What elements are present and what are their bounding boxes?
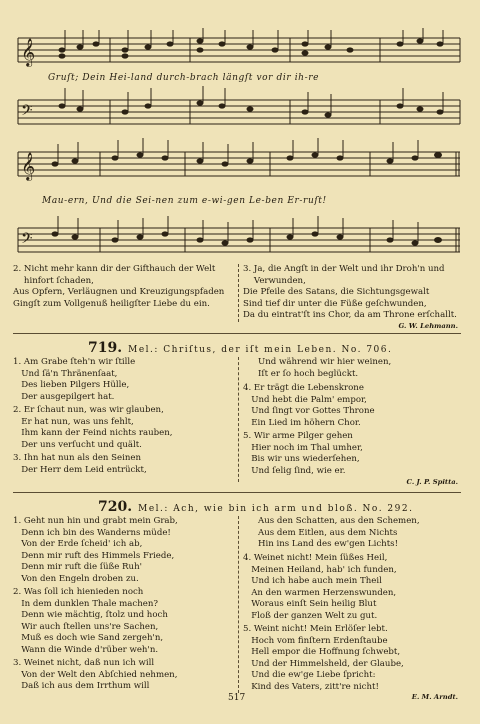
page-number: 517 — [228, 693, 246, 703]
hymn-719-verse-3-cont: Und während wir hier weinen, Iſt er ſo hoch beglückt. — [258, 357, 392, 379]
prev-hymn-verse-3: 3. Ja, die Angſt in der Welt und ihr Droh'n und Verwunden, Die Pfeile des Satans, die Sichtungsgewalt Sind tief dir unter die Füße geſchwunden, Da du eintrat'ſt ins Chor, da am Throne erſchallt. — [243, 264, 457, 320]
hymn-719-verse-2: 2. Er ſchaut nun, was wir glauben, Er hat nun, was uns fehlt, Ihm kann der Feind nichts rauben, Der uns verſucht und quält. — [13, 405, 173, 450]
lyrics-line-1: Gruſt; Dein Hei-land durch-brach längſt vor dir ih-re — [48, 73, 320, 83]
svg-text:𝄢: 𝄢 — [21, 102, 33, 123]
svg-text:𝄞: 𝄞 — [21, 38, 36, 66]
hymn-720-number: 720. — [98, 499, 133, 515]
hymn-720-verse-3-cont: Aus den Schatten, aus den Schemen, Aus dem Eitlen, aus dem Nichts Hin ins Land des ew'gen Lichts! — [258, 516, 420, 549]
hymn-720-verse-4: 4. Weinet nicht! Mein ſüßes Heil, Meinen Heiland, hab' ich funden, Und ich habe auch mein Theil An den warmen Herzenswunden, Woraus einſt Sein heilig Blut Floß der ganzen Welt zu gut. — [243, 553, 397, 621]
hymn-719-verse-4: 4. Er trägt die Lebenskrone Und hebt die Palm' empor, Und ſingt vor Gottes Throne Ein Lied im höhern Chor. — [243, 383, 375, 428]
music-staff-system-4 — [0, 210, 480, 260]
hymn-720-verse-2: 2. Was ſoll ich hienieden noch In dem dunklen Thale machen? Denn wie mächtig, ſtolz und hoch Wir auch ſtellen uns're Sachen, Muß es doch wie Sand zergeh'n, Wann die Winde d'rüber weh'n. — [13, 587, 168, 655]
svg-text:𝄞: 𝄞 — [21, 152, 36, 180]
hymn-720-verse-1: 1. Geht nun hin und grabt mein Grab, Denn ich bin des Wanderns müde! Von der Erde ſcheid' ich ab, Denn mir ruft des Himmels Friede, Denn mir ruft die ſüße Ruh' Von den Engeln droben zu. — [13, 516, 178, 584]
music-staff-system-2 — [0, 86, 480, 138]
music-staff-system-3 — [0, 138, 480, 188]
column-divider-719 — [238, 357, 239, 482]
hymn-719-verse-3: 3. Ihn hat nun als den Seinen Der Herr dem Leid entrückt, — [13, 453, 147, 475]
hymn-720-verse-5: 5. Weint nicht! Mein Erlöſer lebt. Hoch vom finſtern Erdenſtaube Hell empor die Hoffnung ſchwebt, Und der Himmelsheld, der Glaube, Und die ew'ge Liebe ſpricht: Kind des Vaters, zitt're nicht! — [243, 624, 404, 692]
column-divider-720 — [238, 516, 239, 693]
hymn-720-verse-3: 3. Weinet nicht, daß nun ich will Von der Welt den Abſchied nehmen, Daß ich aus dem Irrthum will — [13, 658, 178, 691]
column-divider-top — [238, 264, 239, 322]
section-divider — [13, 333, 461, 334]
lyrics-line-2: Mau-ern, Und die Sei-nen zum e-wi-gen Le-ben Er-ruſt! — [42, 196, 327, 206]
hymn-720-author: E. M. Arndt. — [411, 693, 458, 701]
hymn-719-verse-5: 5. Wir arme Pilger gehen Hier noch im Thal umher, Bis wir uns wiederſehen, Und ſelig ſind, wie er. — [243, 431, 363, 476]
hymn-719-melody: Mel.: Chriſtus, der iſt mein Leben. No. 706. — [128, 345, 393, 355]
svg-text:𝄢: 𝄢 — [21, 230, 33, 251]
prev-hymn-verse-2: 2. Nicht mehr kann dir der Gifthauch der Welt hinfort ſchaden, Aus Opfern, Verläugnen und Kreuzigungspfaden Gingſt zum Vollgenuß heiligſter Liebe du ein. — [13, 264, 225, 309]
hymn-719-author: C. J. P. Spitta. — [406, 478, 458, 486]
hymn-719-number: 719. — [88, 340, 123, 356]
hymn-720-header — [98, 499, 413, 515]
hymn-719-header — [88, 340, 392, 356]
hymn-719-verse-1: 1. Am Grabe ſteh'n wir ſtille Und ſä'n Thränenſaat, Des lieben Pilgers Hülle, Der ausgepilgert hat. — [13, 357, 136, 402]
prev-hymn-author: G. W. Lehmann. — [398, 322, 458, 330]
section-divider-2 — [13, 492, 461, 493]
hymn-720-melody: Mel.: Ach, wie bin ich arm und bloß. No. 292. — [138, 504, 414, 514]
